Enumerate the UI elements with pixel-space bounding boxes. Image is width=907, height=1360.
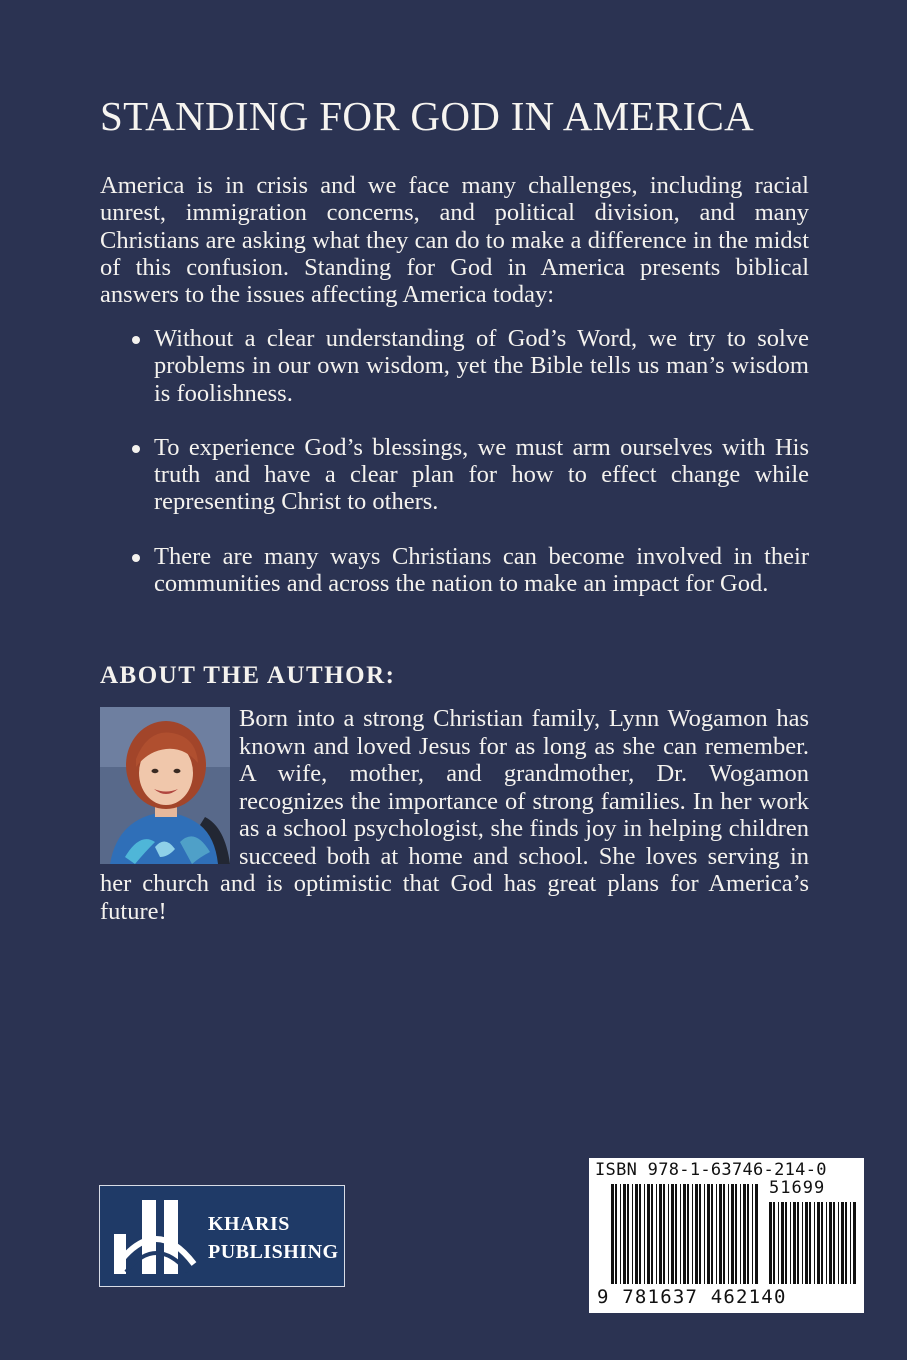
isbn-barcode (589, 1158, 864, 1313)
key-point-text: To experience God’s blessings, we must arm ourselves with His truth and have a clear plan for how to effect change while representing Christ to others. (154, 433, 809, 516)
bullet-dot-icon (132, 445, 140, 453)
price-code: 51699 (769, 1178, 826, 1198)
key-point-text: There are many ways Christians can become involved in their communities and across the nation to make an impact for God. (154, 542, 809, 598)
isbn-label: ISBN 978-1-63746-214-0 (595, 1160, 827, 1180)
publisher-name (208, 1210, 339, 1266)
isbn-digits: 9 781637 462140 (597, 1286, 787, 1308)
bullet-dot-icon (132, 554, 140, 562)
about-author-text: Born into a strong Christian family, Lynn Wogamon has known and loved Jesus for as long as she can remember. A wife, mother, and grandmother, Dr. Wogamon recognizes the importance of strong families. In her work as a school psychologist, she finds joy in helping children succeed both at home and school. She loves serving in her church and is optimistic that God has great plans for America’s future! (100, 705, 809, 925)
publisher-name-line2: PUBLISHING (208, 1241, 339, 1263)
key-point-item (100, 434, 809, 516)
publisher-logo-box (99, 1185, 345, 1287)
publisher-logo-icon (108, 1194, 204, 1278)
author-photo (100, 707, 230, 864)
key-point-item (100, 543, 809, 598)
key-point-item (100, 325, 809, 407)
key-point-text: Without a clear understanding of God’s Word, we try to solve problems in our own wisdom, yet the Bible tells us man’s wisdom is foolishness. (154, 325, 809, 407)
bullet-dot-icon (132, 336, 140, 344)
publisher-name-line1: KHARIS (208, 1213, 290, 1235)
about-author-heading: ABOUT THE AUTHOR: (100, 662, 396, 689)
intro-paragraph: America is in crisis and we face many challenges, including racial unrest, immigration concerns, and political division, and many Christians are asking what they can do to make a difference in the midst of this confusion. Standing for God in America presents biblical answers to the issues affecting America today: (100, 172, 809, 309)
key-points-list (100, 325, 809, 624)
author-portrait-icon (100, 707, 230, 864)
book-title: STANDING FOR GOD IN AMERICA (100, 93, 755, 139)
